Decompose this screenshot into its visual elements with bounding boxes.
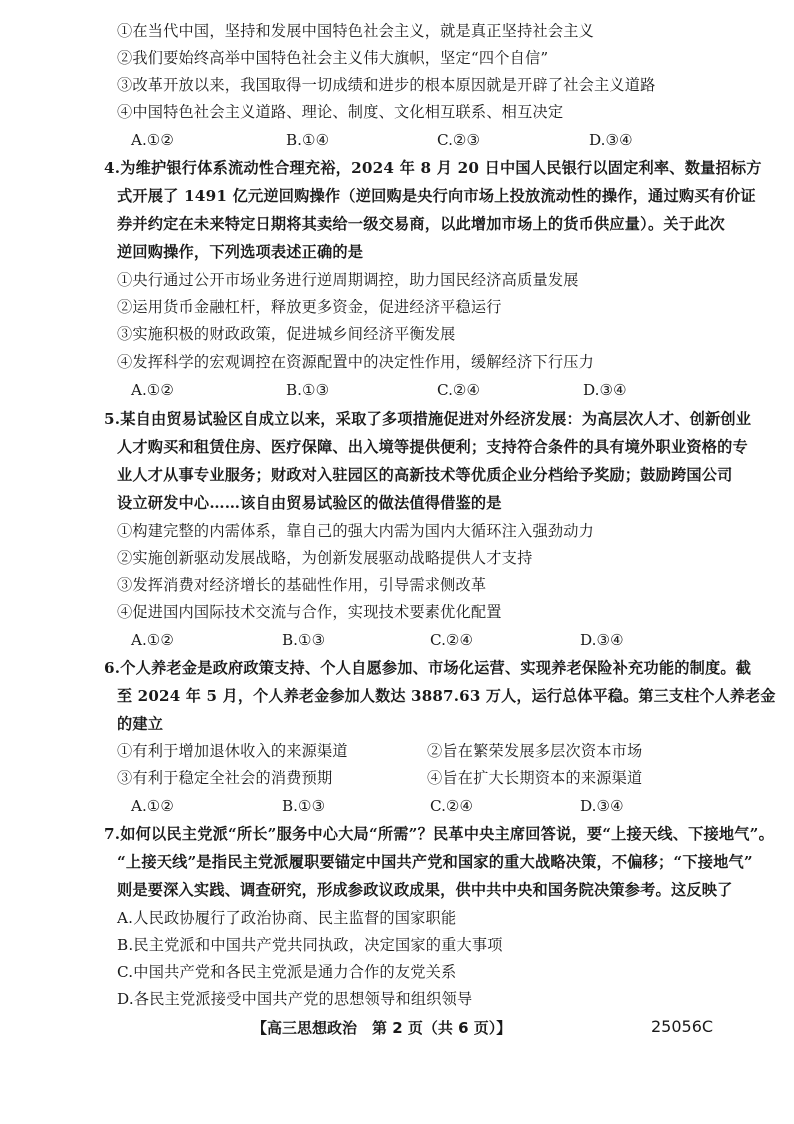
q6-stem-line-1: 6.个人养老金是政府政策支持、个人自愿参加、市场化运营、实现养老保险补充功能的制度。截 [104, 659, 752, 677]
q5-stem-line-3: 业人才从事专业服务；财政对入驻园区的高新技术等优质企业分档给予奖励；鼓励跨国公司 [117, 466, 733, 484]
q4-option-d: D.③④ [583, 381, 627, 399]
q7-choice-a: A.人民政协履行了政治协商、民主监督的国家职能 [117, 909, 457, 927]
q7-stem-line-2: “上接天线”是指民主党派履职要锚定中国共产党和国家的重大战略决策，不偏移；“下接地气” [117, 853, 753, 871]
q6-stem-line-3: 的建立 [117, 715, 164, 733]
q6-item-2: ②旨在繁荣发展多层次资本市场 [427, 742, 643, 760]
q3-item-1: ①在当代中国，坚持和发展中国特色社会主义，就是真正坚持社会主义 [117, 22, 595, 40]
q3-item-4: ④中国特色社会主义道路、理论、制度、文化相互联系、相互决定 [117, 103, 564, 121]
q6-option-d: D.③④ [580, 797, 624, 815]
q5-item-1: ①构建完整的内需体系，靠自己的强大内需为国内大循环注入强劲动力 [117, 522, 595, 540]
q5-stem-line-4: 设立研发中心……该自由贸易试验区的做法值得借鉴的是 [117, 494, 502, 512]
q4-option-b: B.①③ [286, 381, 330, 399]
q6-option-c: C.②④ [430, 797, 474, 815]
q7-choice-b: B.民主党派和中国共产党共同执政，决定国家的重大事项 [117, 936, 503, 954]
q5-option-b: B.①③ [282, 631, 326, 649]
q3-option-a: A.①② [131, 131, 175, 149]
page-footer-title: 【高三思想政治 第 2 页（共 6 页）】 [252, 1019, 512, 1037]
q4-item-2: ②运用货币金融杠杆，释放更多资金，促进经济平稳运行 [117, 298, 502, 316]
q6-option-a: A.①② [131, 797, 175, 815]
q4-item-1: ①央行通过公开市场业务进行逆周期调控，助力国民经济高质量发展 [117, 271, 579, 289]
q7-stem-line-3: 则是要深入实践、调查研究，形成参政议政成果，供中共中央和国务院决策参考。这反映了 [117, 881, 733, 899]
q4-option-a: A.①② [131, 381, 175, 399]
q4-stem-line-4: 逆回购操作，下列选项表述正确的是 [117, 243, 364, 261]
exam-code: 25056C [651, 1017, 714, 1036]
q7-stem-line-1: 7.如何以民主党派“所长”服务中心大局“所需”？民革中央主席回答说，要“上接天线、下接地气”。 [104, 825, 774, 843]
q5-stem-line-1: 5.某自由贸易试验区自成立以来，采取了多项措施促进对外经济发展：为高层次人才、创新创业 [104, 410, 752, 428]
q6-option-b: B.①③ [282, 797, 326, 815]
q7-choice-d: D.各民主党派接受中国共产党的思想领导和组织领导 [117, 990, 473, 1008]
q4-stem-line-2: 式开展了 1491 亿元逆回购操作（逆回购是央行向市场上投放流动性的操作，通过购买有价证 [117, 187, 756, 205]
q4-option-c: C.②④ [437, 381, 481, 399]
q3-item-2: ②我们要始终高举中国特色社会主义伟大旗帜，坚定“四个自信” [117, 49, 549, 67]
q4-item-4: ④发挥科学的宏观调控在资源配置中的决定性作用，缓解经济下行压力 [117, 353, 595, 371]
q3-option-c: C.②③ [437, 131, 481, 149]
q5-item-3: ③发挥消费对经济增长的基础性作用，引导需求侧改革 [117, 576, 487, 594]
q5-option-c: C.②④ [430, 631, 474, 649]
q4-stem-line-1: 4.为维护银行体系流动性合理充裕，2024 年 8 月 20 日中国人民银行以固定利率、数量招标方 [104, 159, 762, 177]
q5-option-a: A.①② [131, 631, 175, 649]
q5-option-d: D.③④ [580, 631, 624, 649]
q4-item-3: ③实施积极的财政政策，促进城乡间经济平衡发展 [117, 325, 456, 343]
q3-item-3: ③改革开放以来，我国取得一切成绩和进步的根本原因就是开辟了社会主义道路 [117, 76, 656, 94]
q5-stem-line-2: 人才购买和租赁住房、医疗保障、出入境等提供便利；支持符合条件的具有境外职业资格的专 [117, 438, 748, 456]
q5-item-2: ②实施创新驱动发展战略，为创新发展驱动战略提供人才支持 [117, 549, 533, 567]
q6-item-3: ③有利于稳定全社会的消费预期 [117, 769, 333, 787]
q6-item-4: ④旨在扩大长期资本的来源渠道 [427, 769, 643, 787]
q7-choice-c: C.中国共产党和各民主党派是通力合作的友党关系 [117, 963, 457, 981]
q4-stem-line-3: 券并约定在未来特定日期将其卖给一级交易商，以此增加市场上的货币供应量）。关于此次 [117, 215, 725, 233]
q5-item-4: ④促进国内国际技术交流与合作，实现技术要素优化配置 [117, 603, 502, 621]
q6-item-1: ①有利于增加退休收入的来源渠道 [117, 742, 348, 760]
q3-option-d: D.③④ [589, 131, 633, 149]
q6-stem-line-2: 至 2024 年 5 月，个人养老金参加人数达 3887.63 万人，运行总体平稳。第三支柱个人养老金 [117, 687, 776, 705]
q3-option-b: B.①④ [286, 131, 330, 149]
